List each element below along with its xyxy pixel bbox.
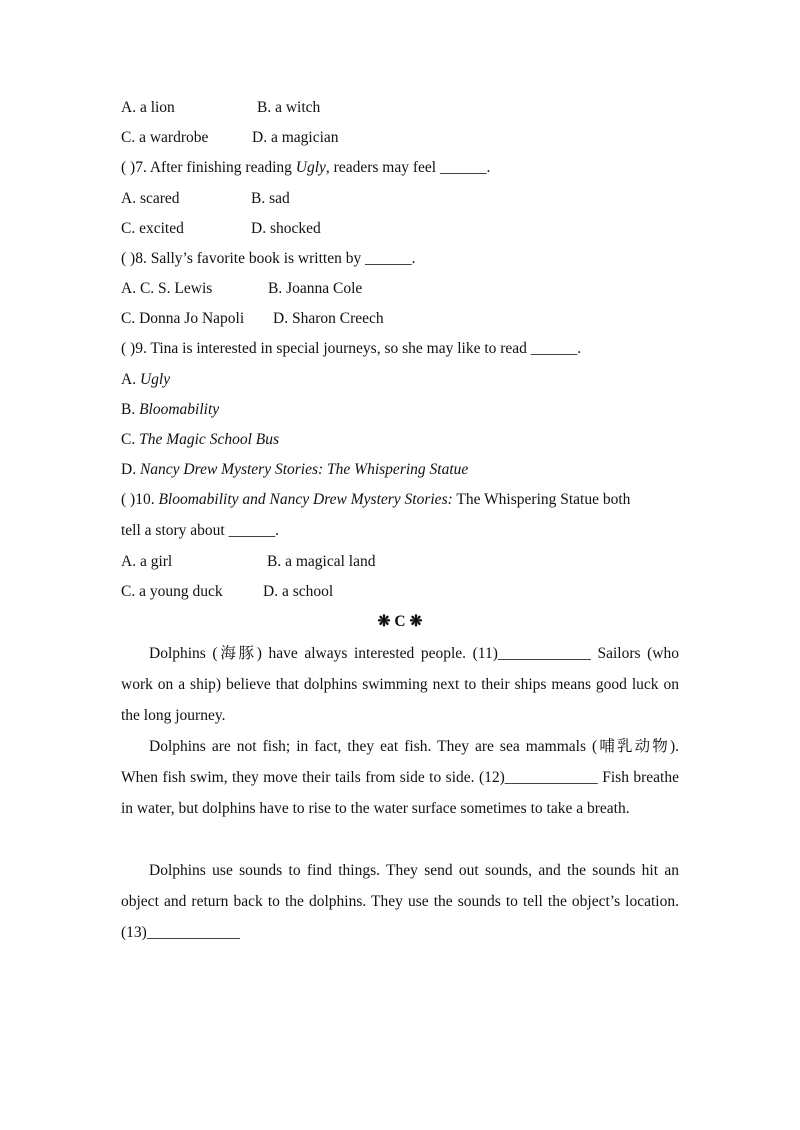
q6-option-a: A. a lion	[121, 99, 175, 116]
q8-option-c: C. Donna Jo Napoli	[121, 310, 245, 327]
q10-option-b: B. a magical land	[267, 553, 376, 570]
q9-option-c-title: The Magic School Bus	[139, 431, 280, 448]
q6-option-c: C. a wardrobe	[121, 129, 209, 146]
q9-option-b	[121, 400, 219, 420]
q9-option-c-letter: C.	[121, 431, 140, 448]
q7-stem	[121, 158, 490, 178]
passage-paragraph-2: Dolphins are not fish; in fact, they eat fish. They are sea mammals (哺乳动物). When fish swim, they move their tails from side to side. (12)____________ Fish breathe in water, but dolphins have to rise to the water surface sometimes to take a breath.	[121, 738, 679, 817]
q6-option-d: D. a magician	[252, 129, 339, 146]
q7-stem-prefix: ( )7. After finishing reading	[121, 159, 296, 176]
q10-stem-line2: tell a story about ______.	[121, 522, 279, 539]
q9-option-d-letter: D.	[121, 461, 140, 478]
q7-stem-suffix: , readers may feel ______.	[325, 159, 491, 176]
q6-option-b: B. a witch	[257, 99, 321, 116]
q7-option-c: C. excited	[121, 220, 184, 237]
q7-option-d: D. shocked	[251, 220, 321, 237]
q10-option-a: A. a girl	[121, 553, 173, 570]
q9-option-c	[121, 430, 279, 450]
q10-stem-suffix: The Whispering Statue both	[452, 491, 631, 508]
q9-option-a	[121, 370, 170, 390]
q9-option-d	[121, 460, 468, 480]
passage-paragraph-3: Dolphins use sounds to find things. They send out sounds, and the sounds hit an object and return back to the dolphins. They use the sounds to tell the object’s location. (13)____________	[121, 862, 679, 941]
q9-stem: ( )9. Tina is interested in special journeys, so she may like to read ______.	[121, 340, 582, 357]
q7-book-title: Ugly	[295, 159, 326, 176]
q8-option-a: A. C. S. Lewis	[121, 280, 213, 297]
passage-paragraph-1: Dolphins (海豚) have always interested people. (11)____________ Sailors (who work on a ship) believe that dolphins swimming next to their ships means good luck on the long journey.	[121, 645, 679, 724]
q8-option-b: B. Joanna Cole	[268, 280, 363, 297]
q9-option-a-letter: A.	[121, 371, 140, 388]
q9-option-a-title: Ugly	[139, 371, 171, 388]
section-c-heading: ❋ C ❋	[377, 613, 423, 630]
q10-stem-prefix: ( )10.	[121, 491, 159, 508]
q8-stem: ( )8. Sally’s favorite book is written by ______.	[121, 250, 416, 267]
q9-option-b-letter: B.	[121, 401, 140, 418]
q9-option-b-title: Bloomability	[139, 401, 220, 418]
q10-stem	[121, 490, 630, 510]
q10-option-c: C. a young duck	[121, 583, 223, 600]
q9-option-d-title: Nancy Drew Mystery Stories: The Whispering Statue	[139, 461, 469, 478]
q7-option-a: A. scared	[121, 190, 180, 207]
q7-option-b: B. sad	[251, 190, 290, 207]
q10-option-d: D. a school	[263, 583, 334, 600]
q8-option-d: D. Sharon Creech	[273, 310, 384, 327]
q10-stem-titles: Bloomability and Nancy Drew Mystery Stories:	[158, 491, 453, 508]
